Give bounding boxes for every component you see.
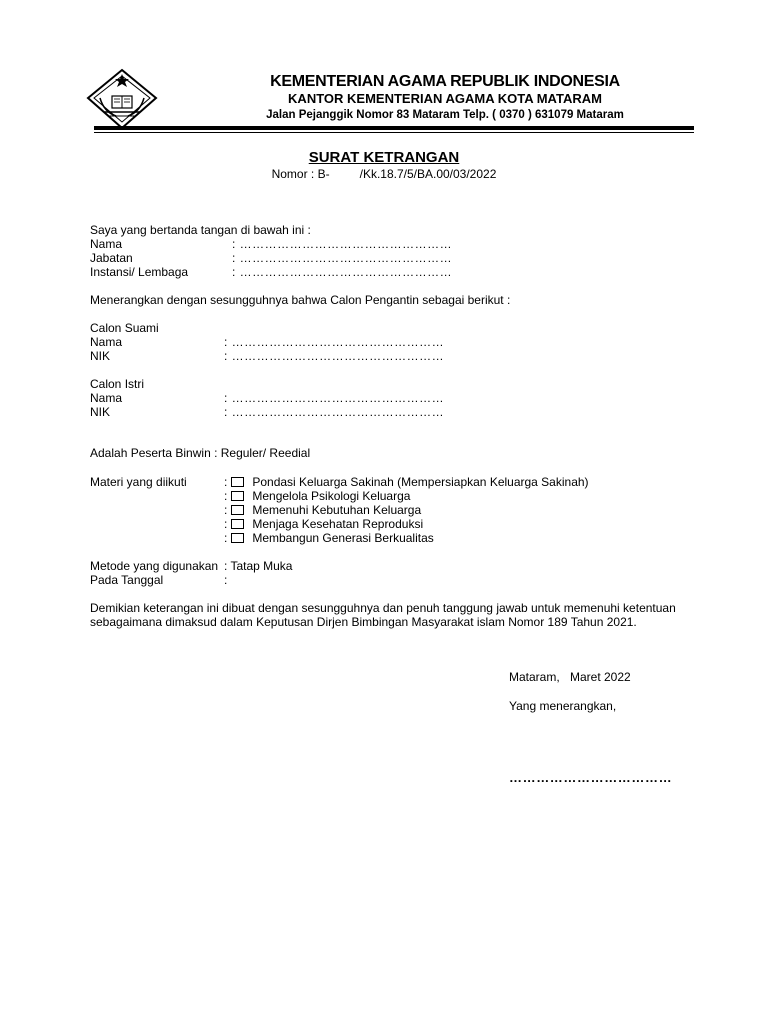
signer-institution-value: : …………………………………………… — [232, 265, 453, 279]
signer-position-value: : …………………………………………… — [232, 251, 453, 265]
signer-institution-label: Instansi/ Lembaga — [90, 265, 189, 279]
bride-nik-label: NIK — [90, 405, 111, 419]
signature-date: Maret 2022 — [570, 670, 631, 684]
letter-number-suffix: /Kk.18.7/5/BA.00/03/2022 — [359, 167, 497, 181]
signature-name-line: ……………………………… — [509, 770, 673, 785]
bride-name-label: Nama — [90, 391, 123, 405]
materi-label: Materi yang diikuti — [90, 475, 187, 489]
checkbox[interactable] — [231, 491, 244, 501]
bride-name-value: : …………………………………………… — [224, 391, 445, 405]
office-address: Jalan Pejanggik Nomor 83 Mataram Telp. ( 0370 ) 631079 Mataram — [266, 109, 624, 121]
letter-title: SURAT KETRANGAN — [308, 149, 460, 166]
closing-line-1: Demikian keterangan ini dibuat dengan sesungguhnya dan penuh tanggung jawab untuk memenuhi ketentuan — [90, 601, 676, 615]
materi-item: : Menjaga Kesehatan Reproduksi — [224, 517, 424, 531]
statement-text: Menerangkan dengan sesungguhnya bahwa Calon Pengantin sebagai berikut : — [90, 293, 511, 307]
groom-name-label: Nama — [90, 335, 123, 349]
office-name: KANTOR KEMENTERIAN AGAMA KOTA MATARAM — [288, 91, 602, 106]
materi-item: : Mengelola Psikologi Keluarga — [224, 489, 411, 503]
checkbox[interactable] — [231, 519, 244, 529]
letter-number-prefix: Nomor : B- — [271, 167, 330, 181]
metode-label: Metode yang digunakan — [90, 559, 219, 573]
bride-heading: Calon Istri — [90, 377, 145, 391]
materi-item: : Membangun Generasi Berkualitas — [224, 531, 434, 545]
kemenag-emblem-icon — [86, 68, 158, 130]
signer-name-value: : …………………………………………… — [232, 237, 453, 251]
checkbox[interactable] — [231, 505, 244, 515]
materi-item: : Pondasi Keluarga Sakinah (Mempersiapkan Keluarga Sakinah) — [224, 475, 589, 489]
signer-position-label: Jabatan — [90, 251, 133, 265]
groom-name-value: : …………………………………………… — [224, 335, 445, 349]
metode-value: : Tatap Muka — [224, 559, 293, 573]
header-rule-thin — [94, 132, 694, 133]
signer-name-label: Nama — [90, 237, 123, 251]
checkbox[interactable] — [231, 533, 244, 543]
checkbox[interactable] — [231, 477, 244, 487]
letterhead — [220, 72, 670, 123]
signature-place: Mataram, — [509, 670, 560, 684]
participant-text: Adalah Peserta Binwin : Reguler/ Reedial — [90, 446, 311, 460]
tanggal-label: Pada Tanggal — [90, 573, 164, 587]
intro-text: Saya yang bertanda tangan di bawah ini : — [90, 223, 311, 237]
groom-heading: Calon Suami — [90, 321, 159, 335]
materi-item: : Memenuhi Kebutuhan Keluarga — [224, 503, 422, 517]
header-rule-thick — [94, 126, 694, 130]
closing-line-2: sebagaimana dimaksud dalam Keputusan Dirjen Bimbingan Masyarakat islam Nomor 189 Tahun 2021. — [90, 615, 637, 629]
letter-number — [0, 167, 768, 181]
bride-nik-value: : …………………………………………… — [224, 405, 445, 419]
groom-nik-label: NIK — [90, 349, 111, 363]
groom-nik-value: : …………………………………………… — [224, 349, 445, 363]
signature-role: Yang menerangkan, — [509, 699, 617, 713]
ministry-name: KEMENTERIAN AGAMA REPUBLIK INDONESIA — [270, 73, 620, 90]
tanggal-value: : — [224, 573, 228, 587]
